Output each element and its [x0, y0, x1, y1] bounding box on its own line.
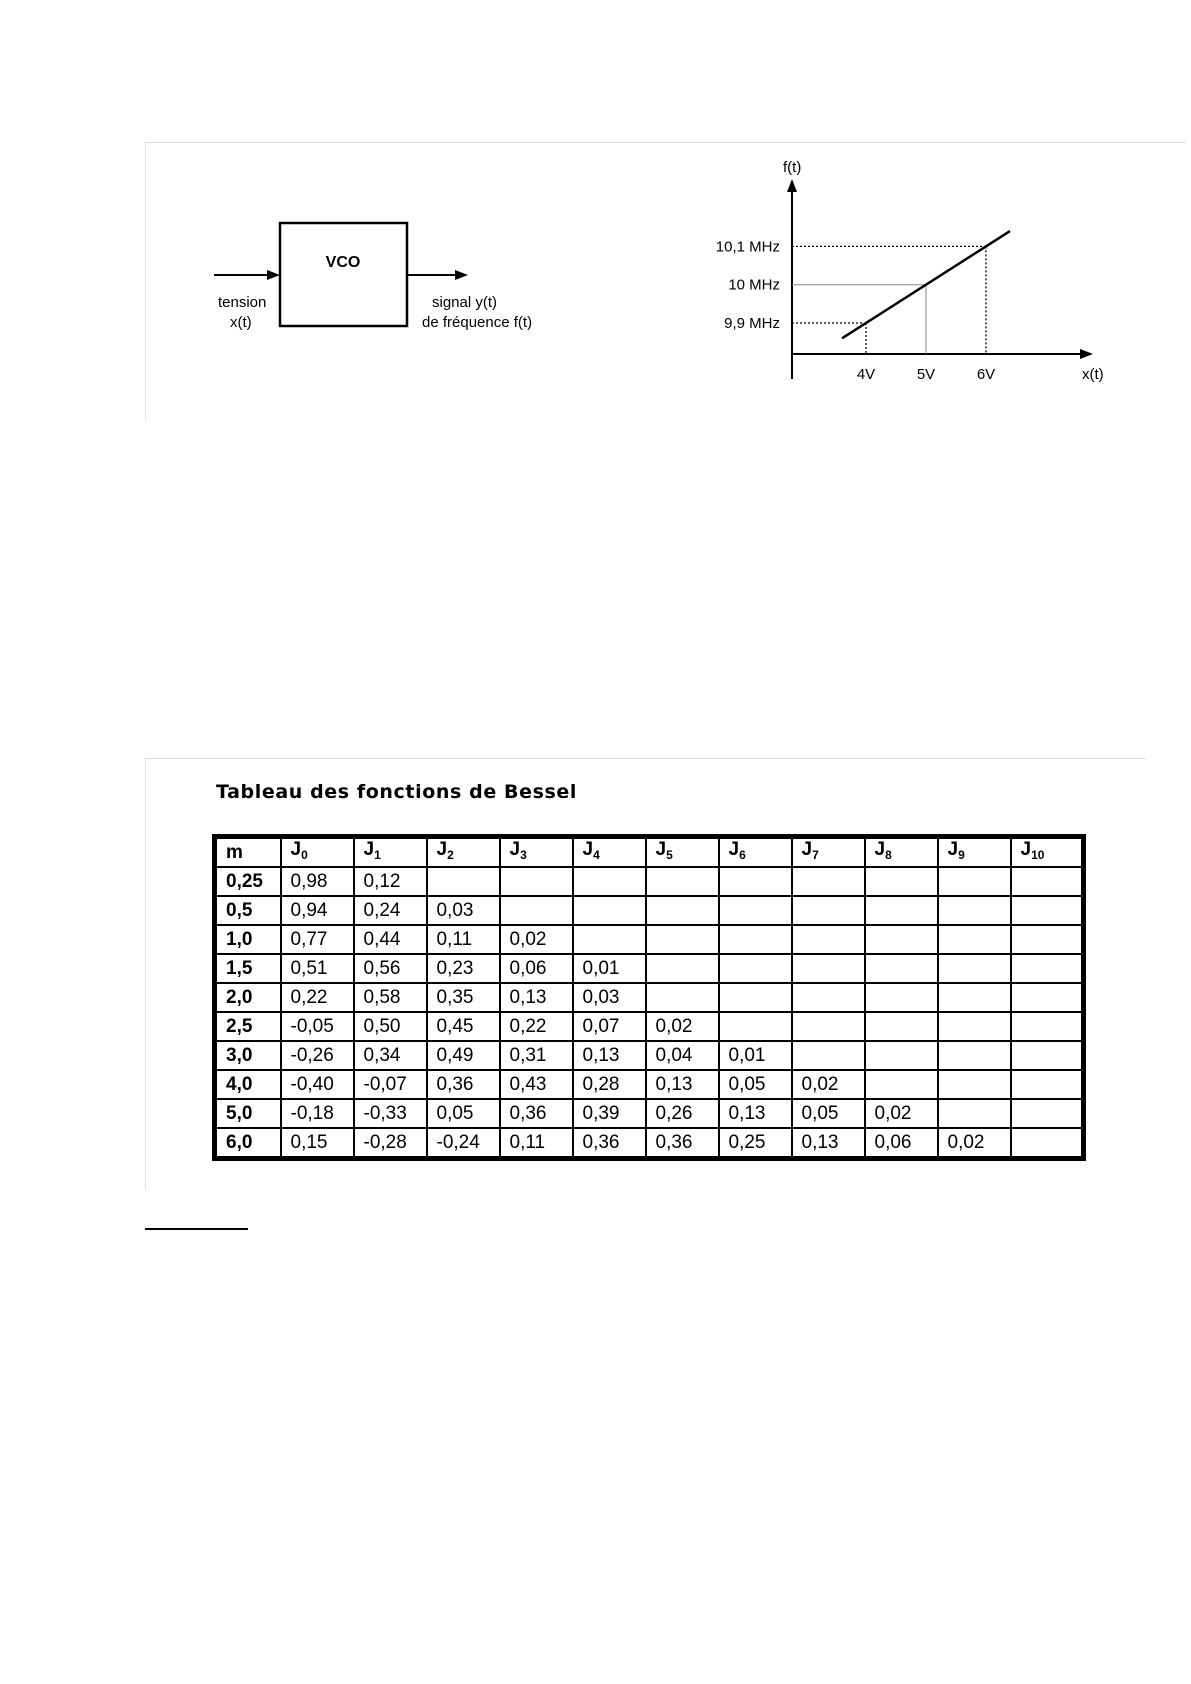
bessel-value-cell: 0,06 [500, 954, 573, 983]
y-tick-label: 10,1 MHz [715, 238, 780, 256]
bessel-value-cell: 0,03 [427, 896, 500, 925]
bessel-value-cell: -0,33 [354, 1099, 427, 1128]
header-j0: $J_0$ [281, 837, 354, 868]
header-j9: $J_9$ [938, 837, 1011, 868]
bessel-value-cell: 0,36 [500, 1099, 573, 1128]
bessel-value-cell [1011, 983, 1084, 1012]
bessel-value-cell [938, 1099, 1011, 1128]
bessel-value-cell: 0,39 [573, 1099, 646, 1128]
bessel-value-cell: 0,31 [500, 1041, 573, 1070]
m-value-cell: 2,5 [215, 1012, 281, 1041]
m-value-cell: 5,0 [215, 1099, 281, 1128]
bessel-value-cell [792, 1012, 865, 1041]
x-axis-label: x(t) [1082, 366, 1104, 383]
x-tick-label: 5V [916, 366, 936, 383]
vco-block-label: VCO [325, 254, 361, 271]
bessel-value-cell: 0,44 [354, 925, 427, 954]
bessel-value-cell: 0,36 [646, 1128, 719, 1159]
vco-figure-svg [146, 143, 1186, 420]
bessel-value-cell [719, 983, 792, 1012]
bessel-value-cell: 0,36 [573, 1128, 646, 1159]
table-row [215, 867, 1084, 896]
bessel-value-cell: -0,26 [281, 1041, 354, 1070]
bessel-value-cell [719, 896, 792, 925]
bessel-value-cell [719, 925, 792, 954]
bessel-value-cell: 0,22 [281, 983, 354, 1012]
bessel-value-cell: 0,51 [281, 954, 354, 983]
m-value-cell: 0,5 [215, 896, 281, 925]
input-arrow-head [267, 270, 280, 280]
bessel-value-cell [573, 867, 646, 896]
bessel-value-cell [646, 925, 719, 954]
bessel-value-cell [1011, 1012, 1084, 1041]
bessel-value-cell: 0,02 [792, 1070, 865, 1099]
bessel-value-cell [646, 867, 719, 896]
bessel-value-cell: 0,45 [427, 1012, 500, 1041]
bessel-value-cell [865, 1012, 938, 1041]
bessel-value-cell: 0,26 [646, 1099, 719, 1128]
header-j10: $J_{10}$ [1011, 837, 1084, 868]
bessel-value-cell: 0,13 [500, 983, 573, 1012]
bessel-value-cell [1011, 954, 1084, 983]
bessel-value-cell [938, 1070, 1011, 1099]
bessel-value-cell [1011, 896, 1084, 925]
bessel-value-cell [865, 1041, 938, 1070]
table-row [215, 1012, 1084, 1041]
m-value-cell: 4,0 [215, 1070, 281, 1099]
bessel-value-cell: -0,40 [281, 1070, 354, 1099]
bessel-value-cell [573, 925, 646, 954]
bessel-value-cell: 0,98 [281, 867, 354, 896]
m-value-cell: 2,0 [215, 983, 281, 1012]
m-value-cell: 1,5 [215, 954, 281, 983]
y-axis-arrow [787, 179, 797, 192]
bessel-value-cell: 0,36 [427, 1070, 500, 1099]
m-value-cell: 3,0 [215, 1041, 281, 1070]
bessel-value-cell [792, 1041, 865, 1070]
bessel-value-cell: 0,13 [792, 1128, 865, 1159]
table-row [215, 954, 1084, 983]
bessel-value-cell [719, 867, 792, 896]
table-row [215, 896, 1084, 925]
bessel-value-cell: 0,04 [646, 1041, 719, 1070]
input-label-line2: x(t) [230, 314, 252, 331]
bessel-value-cell: -0,24 [427, 1128, 500, 1159]
bessel-value-cell: 0,02 [500, 925, 573, 954]
vco-characteristic-chart [716, 159, 1104, 383]
bessel-value-cell [938, 1041, 1011, 1070]
bessel-value-cell: 0,56 [354, 954, 427, 983]
table-row [215, 1099, 1084, 1128]
bessel-value-cell: 0,24 [354, 896, 427, 925]
x-tick-label: 6V [976, 366, 996, 383]
header-j8: $J_8$ [865, 837, 938, 868]
bessel-value-cell: 0,05 [427, 1099, 500, 1128]
bessel-table-title: Tableau des fonctions de Bessel [216, 781, 577, 803]
bessel-value-cell [1011, 867, 1084, 896]
bessel-value-cell: -0,18 [281, 1099, 354, 1128]
bessel-value-cell [792, 983, 865, 1012]
bessel-value-cell: 0,77 [281, 925, 354, 954]
bessel-value-cell: 0,02 [865, 1099, 938, 1128]
bessel-value-cell [646, 896, 719, 925]
y-tick-label: 10 MHz [728, 276, 780, 294]
header-j7: $J_7$ [792, 837, 865, 868]
bessel-value-cell: 0,12 [354, 867, 427, 896]
bessel-value-cell: 0,94 [281, 896, 354, 925]
bessel-value-cell [938, 867, 1011, 896]
bessel-value-cell: 0,11 [500, 1128, 573, 1159]
header-m: m [215, 837, 281, 868]
bessel-value-cell: 0,28 [573, 1070, 646, 1099]
bessel-value-cell: 0,35 [427, 983, 500, 1012]
x-axis-arrow [1080, 349, 1093, 359]
bessel-value-cell [500, 867, 573, 896]
output-label-line2: de fréquence f(t) [422, 314, 533, 331]
bessel-value-cell [1011, 1041, 1084, 1070]
bessel-value-cell: 0,15 [281, 1128, 354, 1159]
bessel-value-cell [1011, 1128, 1084, 1159]
bessel-table [212, 834, 1086, 1161]
footnote-rule [145, 1228, 248, 1230]
bessel-value-cell [719, 954, 792, 983]
bessel-value-cell [792, 867, 865, 896]
bessel-value-cell: 0,50 [354, 1012, 427, 1041]
bessel-value-cell: 0,11 [427, 925, 500, 954]
bessel-value-cell: 0,13 [573, 1041, 646, 1070]
header-j3: $J_3$ [500, 837, 573, 868]
bessel-value-cell: 0,07 [573, 1012, 646, 1041]
bessel-value-cell: 0,03 [573, 983, 646, 1012]
bessel-value-cell: 0,22 [500, 1012, 573, 1041]
bessel-value-cell: -0,05 [281, 1012, 354, 1041]
table-row [215, 1041, 1084, 1070]
bessel-value-cell: 0,06 [865, 1128, 938, 1159]
bessel-value-cell: -0,28 [354, 1128, 427, 1159]
bessel-value-cell [865, 867, 938, 896]
bessel-value-cell [646, 983, 719, 1012]
header-j1: $J_1$ [354, 837, 427, 868]
table-row [215, 925, 1084, 954]
table-row [215, 1128, 1084, 1159]
output-label-line1: signal y(t) [432, 294, 498, 311]
vco-figure-panel [145, 142, 1186, 420]
bessel-value-cell [792, 896, 865, 925]
m-value-cell: 1,0 [215, 925, 281, 954]
bessel-value-cell: 0,02 [938, 1128, 1011, 1159]
bessel-value-cell [938, 896, 1011, 925]
bessel-value-cell: 0,13 [646, 1070, 719, 1099]
bessel-value-cell: 0,02 [646, 1012, 719, 1041]
output-arrow-head [455, 270, 468, 280]
bessel-value-cell [427, 867, 500, 896]
bessel-panel [145, 758, 1146, 1189]
bessel-value-cell [865, 983, 938, 1012]
bessel-value-cell [646, 954, 719, 983]
bessel-value-cell [500, 896, 573, 925]
y-tick-label: 9,9 MHz [724, 315, 780, 332]
bessel-value-cell: 0,05 [719, 1070, 792, 1099]
table-row [215, 983, 1084, 1012]
bessel-value-cell [938, 983, 1011, 1012]
bessel-value-cell [792, 925, 865, 954]
table-row [215, 1070, 1084, 1099]
bessel-value-cell: 0,49 [427, 1041, 500, 1070]
input-label-line1: tension [218, 294, 267, 311]
header-j4: $J_4$ [573, 837, 646, 868]
bessel-value-cell: 0,34 [354, 1041, 427, 1070]
bessel-value-cell: -0,07 [354, 1070, 427, 1099]
bessel-value-cell [792, 954, 865, 983]
vco-block [280, 223, 407, 326]
bessel-value-cell [865, 1070, 938, 1099]
bessel-value-cell [1011, 925, 1084, 954]
bessel-value-cell: 0,23 [427, 954, 500, 983]
bessel-value-cell [719, 1012, 792, 1041]
y-axis-label: f(t) [783, 159, 802, 176]
bessel-value-cell: 0,01 [719, 1041, 792, 1070]
bessel-value-cell [865, 925, 938, 954]
bessel-value-cell: 0,25 [719, 1128, 792, 1159]
bessel-value-cell: 0,05 [792, 1099, 865, 1128]
m-value-cell: 6,0 [215, 1128, 281, 1159]
header-j5: $J_5$ [646, 837, 719, 868]
bessel-value-cell [938, 1012, 1011, 1041]
header-j6: $J_6$ [719, 837, 792, 868]
bessel-value-cell [938, 954, 1011, 983]
header-j2: $J_2$ [427, 837, 500, 868]
m-value-cell: 0,25 [215, 867, 281, 896]
bessel-header-row [215, 837, 1084, 868]
bessel-value-cell [1011, 1070, 1084, 1099]
bessel-value-cell [865, 954, 938, 983]
bessel-value-cell: 0,58 [354, 983, 427, 1012]
bessel-value-cell [573, 896, 646, 925]
bessel-value-cell: 0,01 [573, 954, 646, 983]
bessel-value-cell [938, 925, 1011, 954]
x-tick-label: 4V [856, 366, 876, 383]
bessel-value-cell [865, 896, 938, 925]
bessel-value-cell: 0,43 [500, 1070, 573, 1099]
bessel-value-cell: 0,13 [719, 1099, 792, 1128]
bessel-value-cell [1011, 1099, 1084, 1128]
